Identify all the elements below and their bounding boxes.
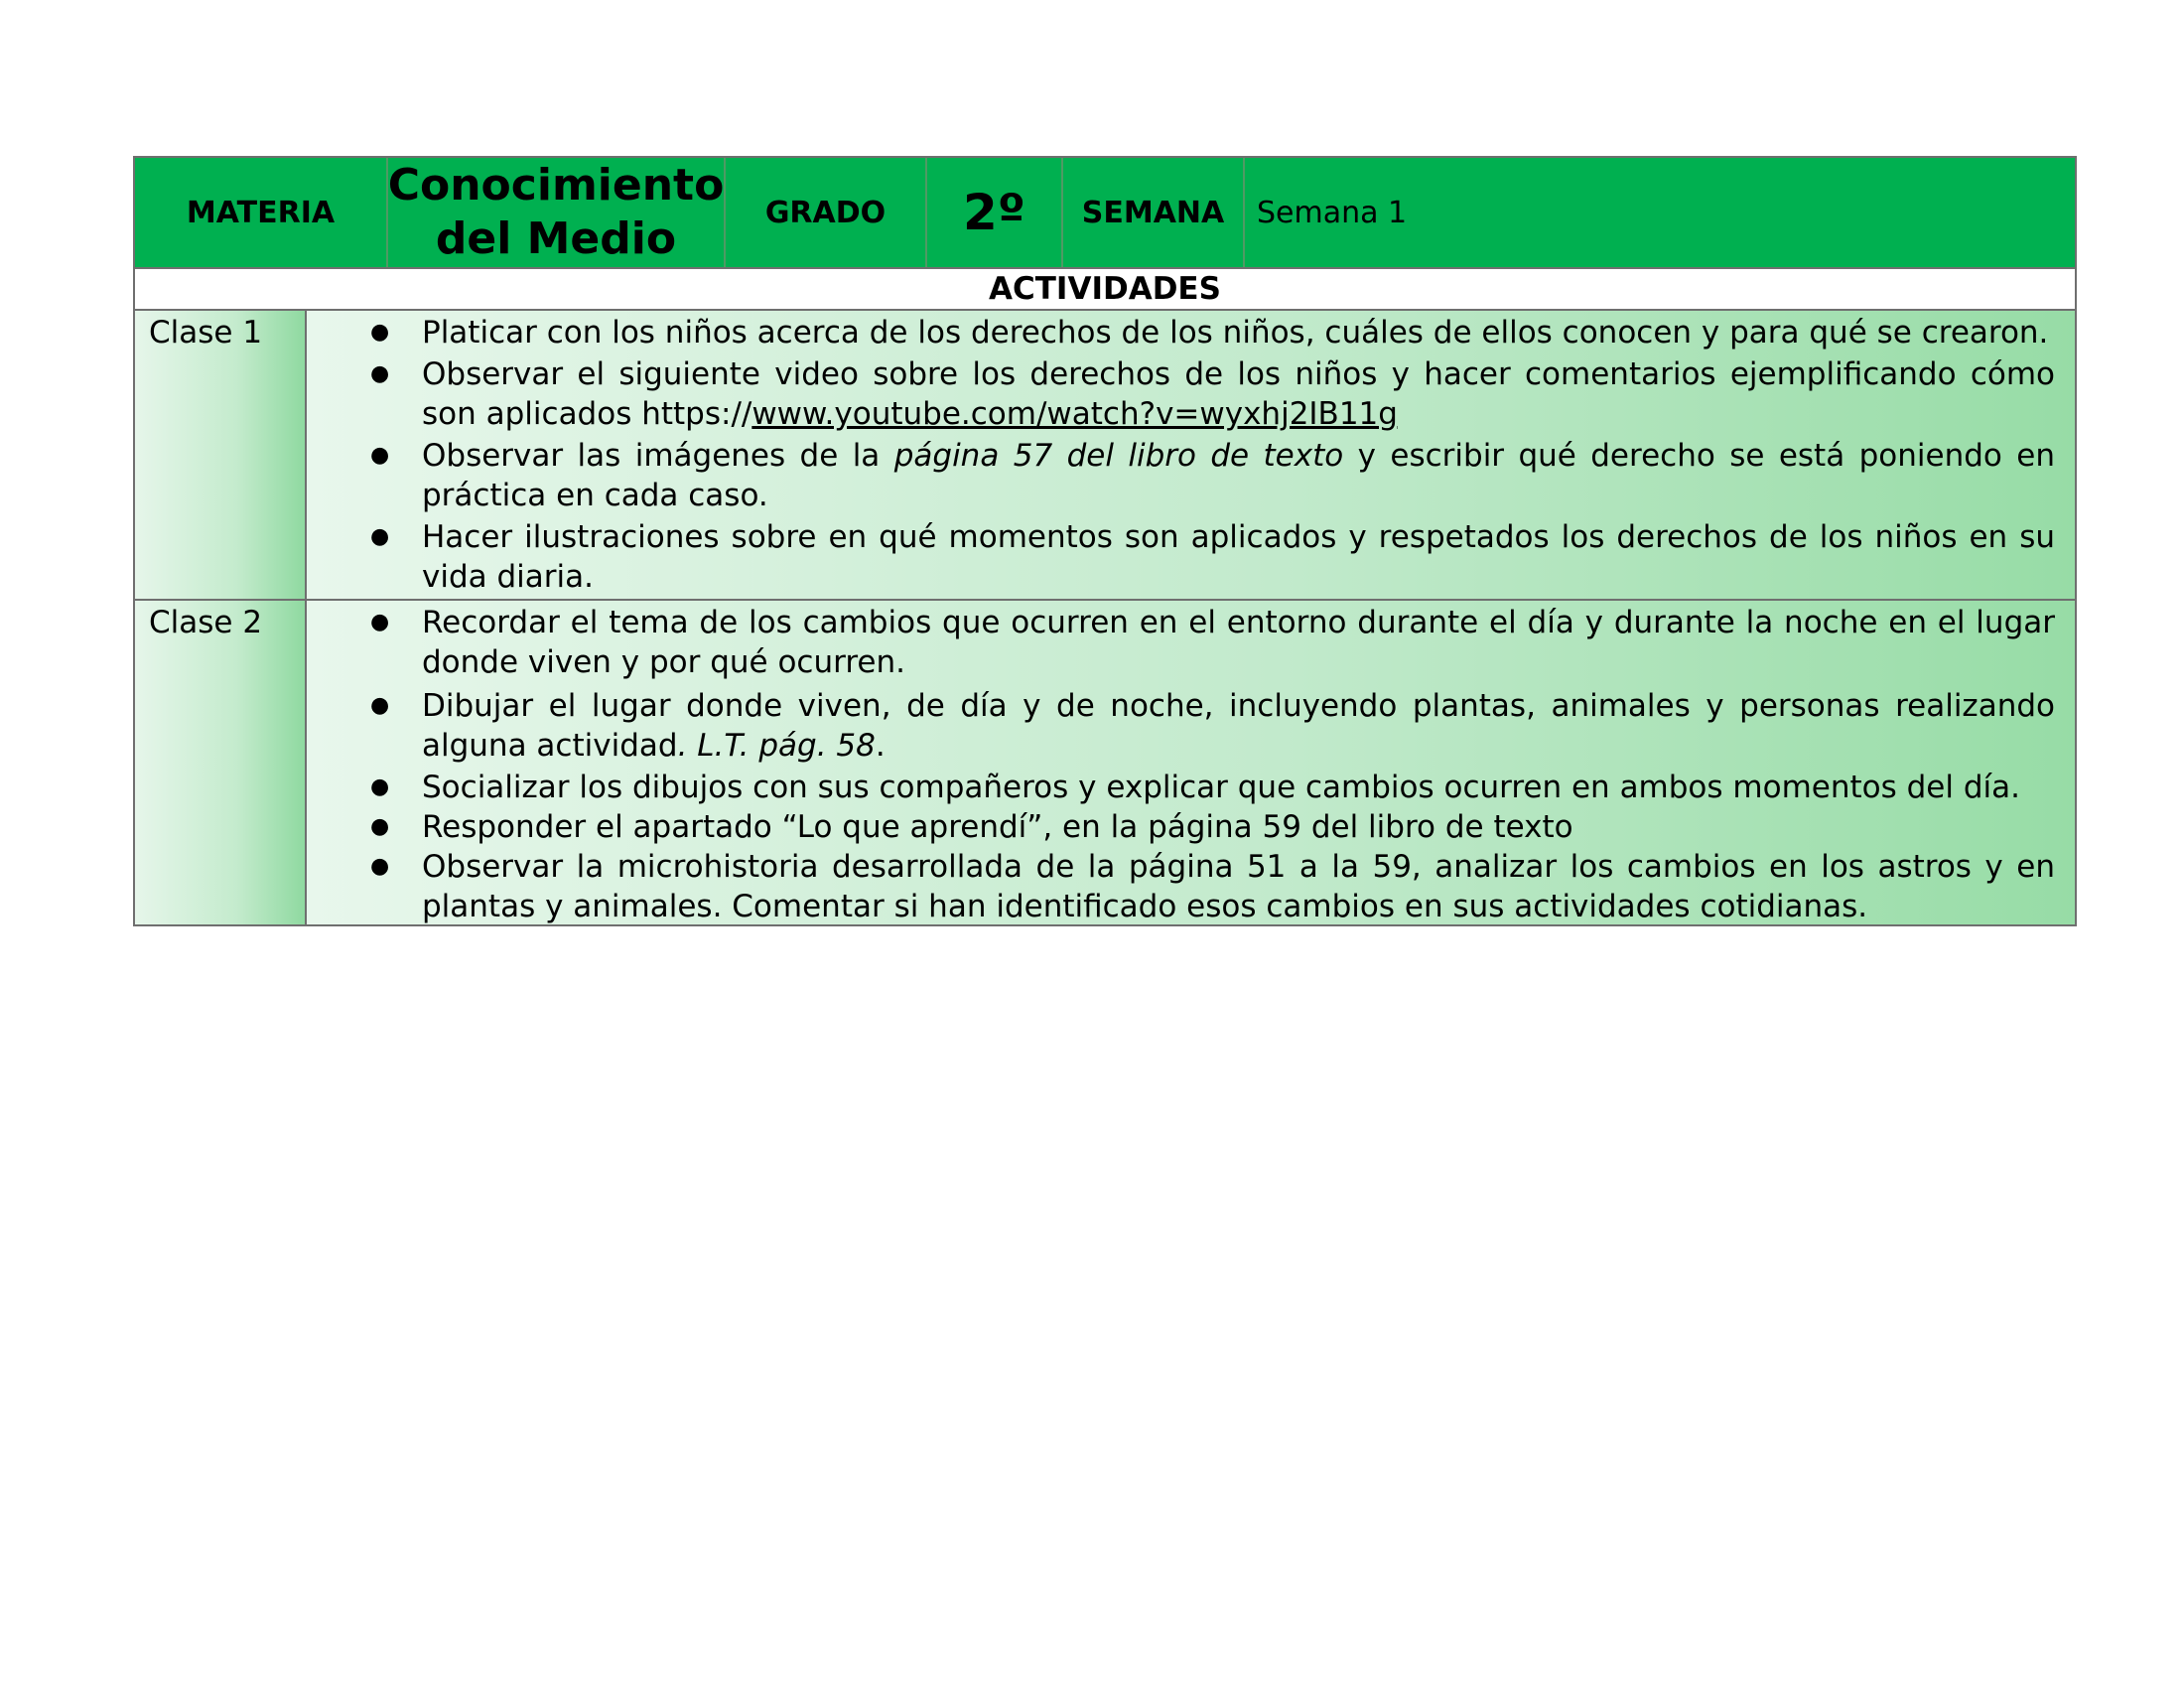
textbook-reference: página 57 del libro de texto — [893, 438, 1344, 474]
list-item — [307, 807, 2055, 847]
list-item — [307, 768, 2055, 807]
class-row-1 — [135, 311, 2075, 601]
activity-text: Dibujar el lugar donde viven, de día y de noche, incluyendo plantas, animales y personas realizando alguna actividad — [422, 688, 2055, 764]
activity-text: Recordar el tema de los cambios que ocurren en el entorno durante el día y durante la noche en el lugar donde viven y por qué ocurren. — [422, 605, 2055, 680]
bullet-icon: ● — [370, 814, 390, 839]
bullet-icon: ● — [370, 361, 390, 386]
list-item — [307, 517, 2055, 597]
list-item — [307, 686, 2055, 766]
activity-text: Observar la microhistoria desarrollada de la página 51 a la 59, analizar los cambios en los astros y en plantas y animales. Comentar si han identificado esos cambios en sus actividades cotidianas. — [422, 849, 2055, 924]
activity-text: Observar el siguiente video sobre los derechos de los niños y hacer comentarios ejemplificando cómo son aplicados https:// — [422, 356, 2055, 432]
activity-text: Responder el apartado “Lo que aprendí”, en la página 59 del libro de texto — [422, 809, 1573, 845]
grade-value: 2º — [927, 158, 1063, 267]
activity-text: Socializar los dibujos con sus compañeros y explicar que cambios ocurren en ambos momentos del día. — [422, 770, 2020, 805]
bullet-icon: ● — [370, 524, 390, 549]
list-item — [307, 436, 2055, 515]
activity-list — [307, 603, 2055, 926]
subject-cell — [388, 158, 726, 267]
list-item — [307, 603, 2055, 682]
subject-name — [388, 159, 725, 266]
activity-text: Platicar con los niños acerca de los derechos de los niños, cuáles de ellos conocen y para qué se crearon. — [422, 315, 2049, 351]
bullet-icon: ● — [370, 774, 390, 799]
subject-line-2: del Medio — [435, 213, 677, 264]
bullet-icon: ● — [370, 854, 390, 879]
class-label-2: Clase 2 — [135, 601, 307, 924]
header-row — [135, 158, 2075, 269]
class-2-activities — [307, 601, 2075, 924]
activities-title: ACTIVIDADES — [135, 269, 2075, 311]
activity-text: Observar las imágenes de la — [422, 438, 894, 474]
class-1-activities — [307, 311, 2075, 599]
semana-label: SEMANA — [1063, 158, 1245, 267]
materia-label: MATERIA — [135, 158, 388, 267]
activity-text: . — [875, 728, 886, 764]
video-link[interactable]: www.youtube.com/watch?v=wyxhj2IB11g — [751, 396, 1398, 432]
list-item — [307, 354, 2055, 434]
class-row-2 — [135, 601, 2075, 924]
week-value: Semana 1 — [1257, 195, 1408, 230]
grado-label: GRADO — [726, 158, 927, 267]
bullet-icon: ● — [370, 610, 390, 634]
activity-text: y escribir qué derecho se está poniendo en práctica en cada caso. — [422, 438, 2056, 513]
bullet-icon: ● — [370, 320, 390, 345]
textbook-reference: . L.T. pág. 58 — [677, 728, 876, 764]
class-label-1: Clase 1 — [135, 311, 307, 599]
bullet-icon: ● — [370, 693, 390, 718]
list-item — [307, 847, 2055, 926]
activity-text: Hacer ilustraciones sobre en qué momentos son aplicados y respetados los derechos de los niños en su vida diaria. — [422, 519, 2055, 595]
lesson-plan-table — [133, 156, 2077, 926]
list-item — [307, 313, 2055, 352]
subject-line-1: Conocimiento — [387, 160, 725, 211]
bullet-icon: ● — [370, 443, 390, 468]
activity-list — [307, 313, 2055, 597]
